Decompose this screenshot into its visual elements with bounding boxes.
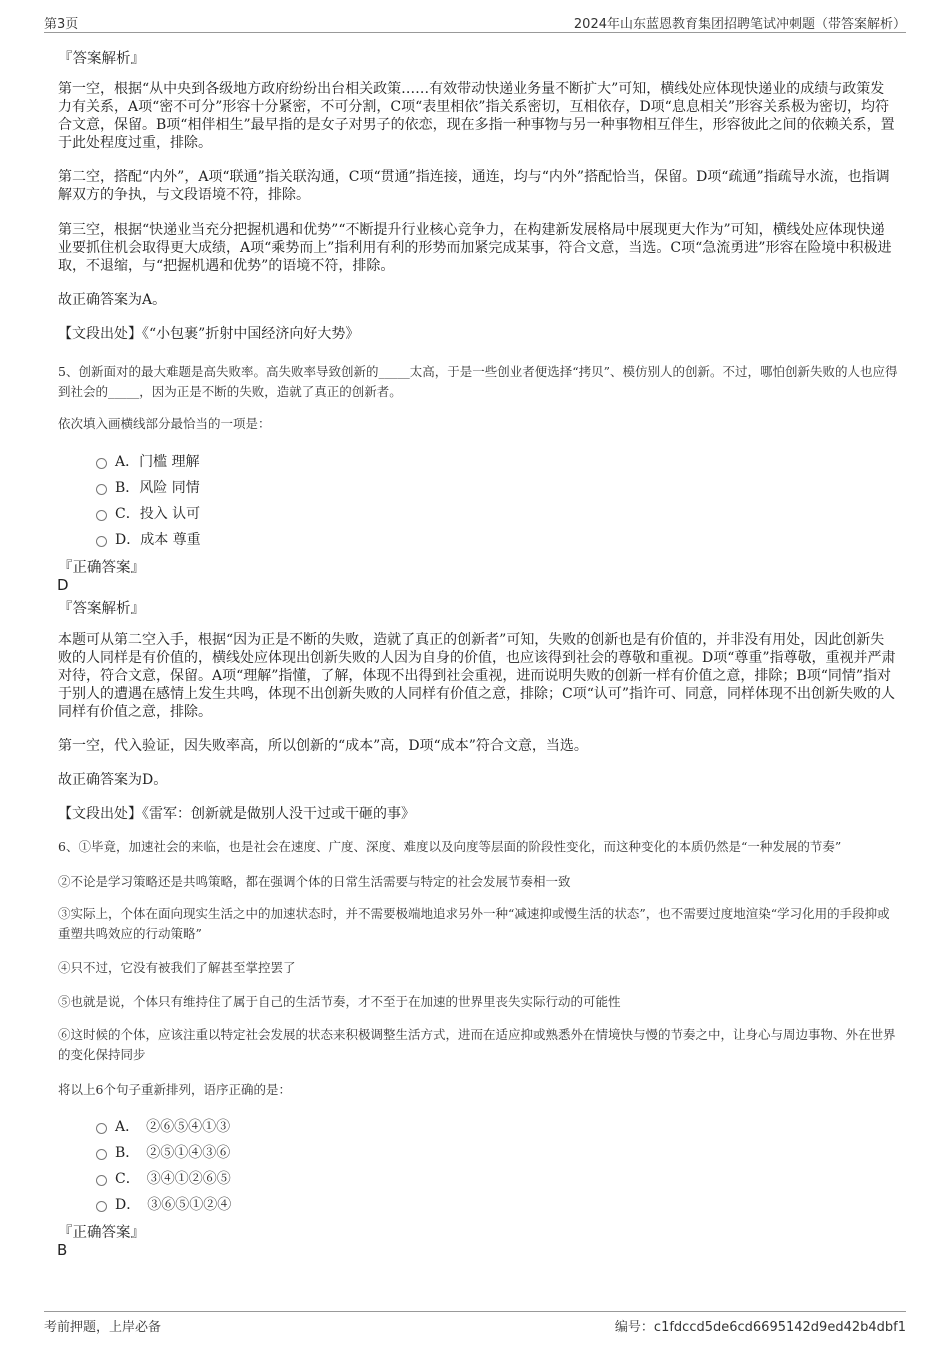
q5-source: 【文段出处】《雷军：创新就是做别人没干过或干砸的事》 <box>58 806 415 822</box>
q4-analysis-label: 『答案解析』 <box>58 51 145 67</box>
radio-icon[interactable] <box>96 458 107 469</box>
q5-conclusion: 故正确答案为D。 <box>58 772 168 788</box>
q6-correct-label: 『正确答案』 <box>58 1225 145 1241</box>
radio-icon[interactable] <box>96 510 107 521</box>
footer-slogan: 考前押题，上岸必备 <box>44 1320 162 1335</box>
radio-icon[interactable] <box>96 1175 107 1186</box>
q5-analysis-p2: 第一空，代入验证，因失败率高，所以创新的“成本”高，D项“成本”符合文意，当选。 <box>58 738 588 754</box>
q4-source: 【文段出处】《“小包裹”折射中国经济向好大势》 <box>58 326 360 342</box>
q5-analysis-p1: 本题可从第二空入手，根据“因为正是不断的失败，造就了真正的创新者”可知，失败的创新也是有价值的，并非没有用处，因此创新失败的人同样是有价值的，横线处应体现出创新失败的人因为自身的价值，也应该得到社会的尊敬和重视。D项“尊重”指尊敬，重视并严肃对待，符合文意，保留。A项“理解”指懂，了解，体现不出得到社会重视，进而说明失败的创新一样有价值之意，排除；B项“同情”指对于别人的遭遇在感情上发生共鸣，体现不出创新失败的人同样有价值之意，排除；C项“认可”指许可、同意，同样体现不出创新失败的人同样有价值之意，排除。 <box>58 632 896 720</box>
q4-analysis-p2: 第二空，搭配“内外”，A项“联通”指关联沟通，C项“贯通”指连接，通连，均与“内外”搭配恰当，保留。D项“疏通”指疏导水流，也指调解双方的争执，与文段语境不符，排除。 <box>58 169 890 203</box>
q6-option-d[interactable]: D． ③⑥⑤①②④ <box>96 1194 231 1214</box>
q5-correct-answer: D <box>57 576 69 594</box>
q5-option-b[interactable]: B．风险 同情 <box>96 477 200 497</box>
document-title: 2024年山东蓝恩教育集团招聘笔试冲刺题（带答案解析） <box>573 17 906 32</box>
q6-sentence-2: ②不论是学习策略还是共鸣策略，都在强调个体的日常生活需要与特定的社会发展节奏相一致 <box>58 874 571 889</box>
q4-analysis-p1: 第一空，根据“从中央到各级地方政府纷纷出台相关政策……有效带动快递业务量不断扩大”可知，横线处应体现快递业的成绩与政策发力有关系，A项“密不可分”形容十分紧密，不可分割，C项“表里相依”指关系密切，互相依存，D项“息息相关”形容关系极为密切，均符合文意，保留。B项“相伴相生”最早指的是女子对男子的依恋，现在多指一种事物与另一种事物相互伴生，形容彼此之间的依赖关系，置于此处程度过重，排除。 <box>58 81 895 151</box>
radio-icon[interactable] <box>96 1149 107 1160</box>
q6-sentence-5: ⑤也就是说，个体只有维持住了属于自己的生活节奏，才不至于在加速的世界里丧失实际行动的可能性 <box>58 994 621 1009</box>
q5-option-a[interactable]: A．门槛 理解 <box>96 451 200 471</box>
q5-stem: 5、创新面对的最大难题是高失败率。高失败率导致创新的_____太高，于是一些创业者便选择“拷贝”、模仿别人的创新。不过，哪怕创新失败的人也应得到社会的_____，因为正是不断的失败，造就了真正的创新者。 <box>58 364 898 399</box>
q6-sentence-6: ⑥这时候的个体，应该注重以特定社会发展的状态来积极调整生活方式，进而在适应抑或熟悉外在情境快与慢的节奏之中，让身心与周边事物、外在世界的变化保持同步 <box>58 1027 896 1062</box>
q6-option-c[interactable]: C． ③④①②⑥⑤ <box>96 1168 231 1188</box>
q6-option-a[interactable]: A． ②⑥⑤④①③ <box>96 1116 230 1136</box>
radio-icon[interactable] <box>96 1201 107 1212</box>
q6-correct-answer: B <box>57 1241 68 1259</box>
q5-analysis-label: 『答案解析』 <box>58 601 145 617</box>
q5-correct-label: 『正确答案』 <box>58 560 145 576</box>
q6-option-b[interactable]: B． ②⑤①④③⑥ <box>96 1142 230 1162</box>
q6-sentence-3: ③实际上，个体在面向现实生活之中的加速状态时，并不需要极端地追求另外一种“减速抑或慢生活的状态”，也不需要过度地渲染“学习化用的手段抑或重塑共鸣效应的行动策略” <box>58 906 890 941</box>
q6-sentence-1: 6、①毕竟，加速社会的来临，也是社会在速度、广度、深度、难度以及向度等层面的阶段性变化，而这种变化的本质仍然是“一种发展的节奏” <box>58 839 842 854</box>
page-header <box>44 10 906 33</box>
q5-option-d[interactable]: D．成本 尊重 <box>96 529 201 549</box>
radio-icon[interactable] <box>96 536 107 547</box>
q4-conclusion: 故正确答案为A。 <box>58 292 167 308</box>
document-id: 编号：c1fdccd5de6cd6695142d9ed42b4dbf1 <box>614 1320 906 1335</box>
q6-prompt: 将以上6个句子重新排列，语序正确的是： <box>58 1082 291 1097</box>
q5-option-c[interactable]: C．投入 认可 <box>96 503 200 523</box>
q5-prompt: 依次填入画横线部分最恰当的一项是： <box>58 416 271 431</box>
q6-sentence-4: ④只不过，它没有被我们了解甚至掌控罢了 <box>58 960 296 975</box>
q4-analysis-p3: 第三空，根据“快递业当充分把握机遇和优势”“不断提升行业核心竞争力，在构建新发展格局中展现更大作为”可知，横线处应体现快递业要抓住机会取得更大成绩，A项“乘势而上”指利用有利的形势而加紧完成某事，符合文意，当选。C项“急流勇进”形容在险境中积极进取，不退缩，与“把握机遇和优势”的语境不符，排除。 <box>58 222 892 274</box>
page-footer <box>44 1311 906 1338</box>
page-number: 第3页 <box>44 17 79 32</box>
radio-icon[interactable] <box>96 1123 107 1134</box>
radio-icon[interactable] <box>96 484 107 495</box>
